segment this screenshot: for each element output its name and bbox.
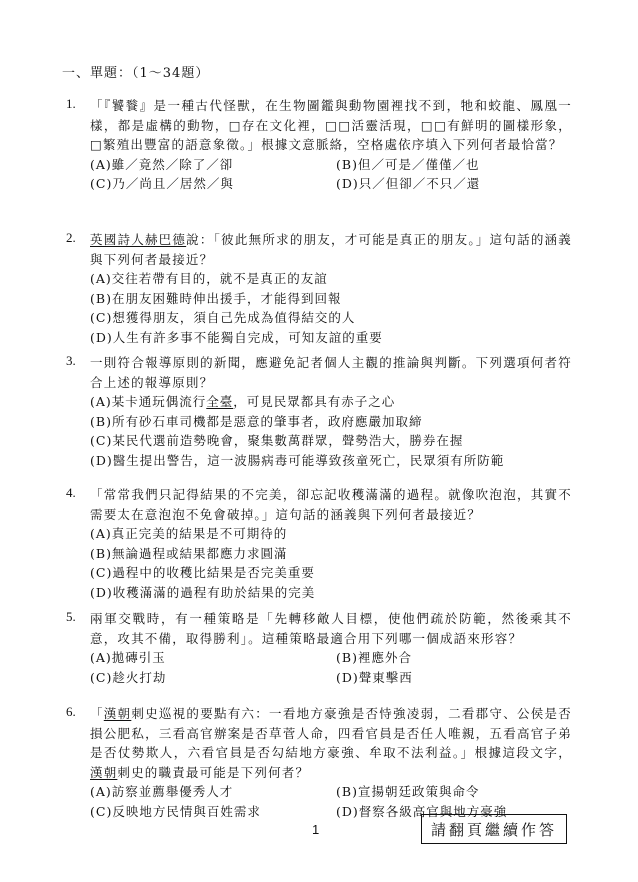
stem-text: 刺史的職責最可能是下列何者？ — [117, 764, 310, 780]
answer-option: (D)只／但卻／不只／還 — [336, 176, 481, 191]
answer-option: (A)雖／竟然／除了／卻 — [90, 156, 234, 172]
answer-option: (A)真正完美的結果是不可期待的 — [90, 526, 288, 541]
answer-option: (D)聲東擊西 — [336, 669, 413, 685]
question-stem — [90, 96, 572, 155]
answer-options — [90, 269, 572, 347]
answer-option: (A)交往若帶有目的，就不是真正的友誼 — [90, 271, 328, 286]
answer-option: (B)但／可是／僅僅／也 — [336, 156, 480, 172]
question-body — [90, 96, 572, 194]
answer-option: (C)反映地方民情與百姓需求 — [90, 803, 261, 819]
answer-option: (B)在朋友困難時伸出援手，才能得到回報 — [90, 290, 342, 306]
question-stem — [90, 230, 572, 269]
stem-text: 「『饕餮』是一種古代怪獸，在生物圖鑑與動物園裡找不到，牠和蛟龍、鳳凰一樣，都是虛構的動物，□存在文化裡，□□活靈活現，□□有鮮明的圖樣形象，□繁殖出豐富的語意象徵。」根據文意脈絡，空格處依序填入下列何者最恰當？ — [90, 98, 572, 152]
question-stem — [90, 704, 572, 782]
question-number: 2. — [66, 230, 76, 245]
answer-option: (B)裡應外合 — [336, 650, 412, 665]
question-body — [90, 704, 572, 821]
question-1 — [66, 96, 572, 194]
question-body — [90, 609, 572, 687]
question-number: 1. — [66, 96, 76, 111]
question-body — [90, 230, 572, 347]
question-2 — [66, 230, 572, 347]
question-number: 3. — [66, 353, 76, 368]
question-stem — [90, 609, 572, 648]
answer-options — [90, 155, 572, 194]
option-text: ，可見民眾都具有赤子之心 — [233, 394, 396, 409]
answer-option: (C)某民代選前造勢晚會，聚集數萬群眾，聲勢浩大，勝券在握 — [90, 433, 464, 448]
answer-option: (B)無論過程或結果都應力求圓滿 — [90, 545, 288, 561]
question-stem — [90, 353, 572, 392]
answer-options — [90, 392, 572, 470]
answer-option: (B)所有砂石車司機都是惡意的肇事者，政府應嚴加取締 — [90, 413, 423, 429]
answer-option: (D)醫生提出警告，這一波腸病毒可能導致孩童死亡，民眾須有所防範 — [90, 452, 505, 468]
option-text: (A)某卡通玩偶流行 — [90, 394, 207, 409]
answer-option: (C)想獲得朋友，須自己先成為值得結交的人 — [90, 310, 356, 325]
question-3 — [66, 353, 572, 470]
stem-text: 「常常我們只記得結果的不完美，卻忘記收穫滿滿的過程。就像吹泡泡，其實不需要太在意泡泡不免會破掉。」這句話的涵義與下列何者最接近？ — [90, 487, 572, 522]
question-body — [90, 353, 572, 470]
answer-option: (C)趁火打劫 — [90, 669, 167, 685]
question-4 — [66, 485, 572, 602]
continue-note-box — [421, 814, 567, 844]
stem-text: 說：「彼此無所求的朋友，才可能是真正的朋友。」這句話的涵義與下列何者最接近？ — [90, 232, 572, 267]
stem-text: 刺史巡視的要點有六：一看地方豪強是否恃強凌弱，二看郡守、公侯是否損公肥私，三看高官辦案是否草菅人命，四看官員是否任人唯親，五看高官子弟是否仗勢欺人，六看官員是否勾結地方豪強、牟取不法利益。」根據這段文字， — [90, 706, 572, 760]
question-number: 6. — [66, 704, 76, 719]
underlined-name: 全臺 — [206, 394, 234, 409]
underlined-name: 漢朝 — [103, 706, 132, 721]
question-6 — [66, 704, 572, 821]
stem-text: 一則符合報導原則的新聞，應避免記者個人主觀的推論與判斷。下列選項何者符合上述的報導原則？ — [90, 355, 572, 390]
question-body — [90, 485, 572, 602]
underlined-name: 英國詩人赫巴德 — [90, 232, 187, 247]
answer-option: (D)人生有許多事不能獨自完成，可知友誼的重要 — [90, 329, 383, 345]
answer-option: (A)拋磚引玉 — [90, 650, 166, 665]
answer-option: (C)過程中的收穫比結果是否完美重要 — [90, 565, 315, 580]
answer-option: (D)收穫滿滿的過程有助於結果的完美 — [90, 584, 316, 600]
question-number: 5. — [66, 609, 76, 624]
page-number: 1 — [312, 822, 320, 837]
stem-text: 「 — [90, 706, 104, 721]
question-stem — [90, 485, 572, 524]
continue-note: 請翻頁繼續作答 — [430, 820, 557, 839]
section-title: 一、單題：（1～34題） — [62, 66, 210, 81]
question-5 — [66, 609, 572, 687]
answer-option: (B)宣揚朝廷政策與命令 — [336, 784, 480, 799]
stem-text: 兩軍交戰時，有一種策略是「先轉移敵人目標，使他們疏於防範，然後乘其不意，攻其不備，取得勝利」。這種策略最適合用下列哪一個成語來形容？ — [90, 611, 572, 646]
question-number: 4. — [66, 485, 76, 500]
answer-option: (C)乃／尚且／居然／與 — [90, 176, 234, 191]
answer-options — [90, 524, 572, 602]
answer-options — [90, 648, 572, 687]
answer-option: (A)訪察並薦舉優秀人才 — [90, 784, 234, 799]
answer-option — [90, 392, 572, 412]
underlined-name: 漢朝 — [90, 764, 118, 780]
answer-option: (D)督察各級高官與地方豪強 — [336, 803, 508, 819]
